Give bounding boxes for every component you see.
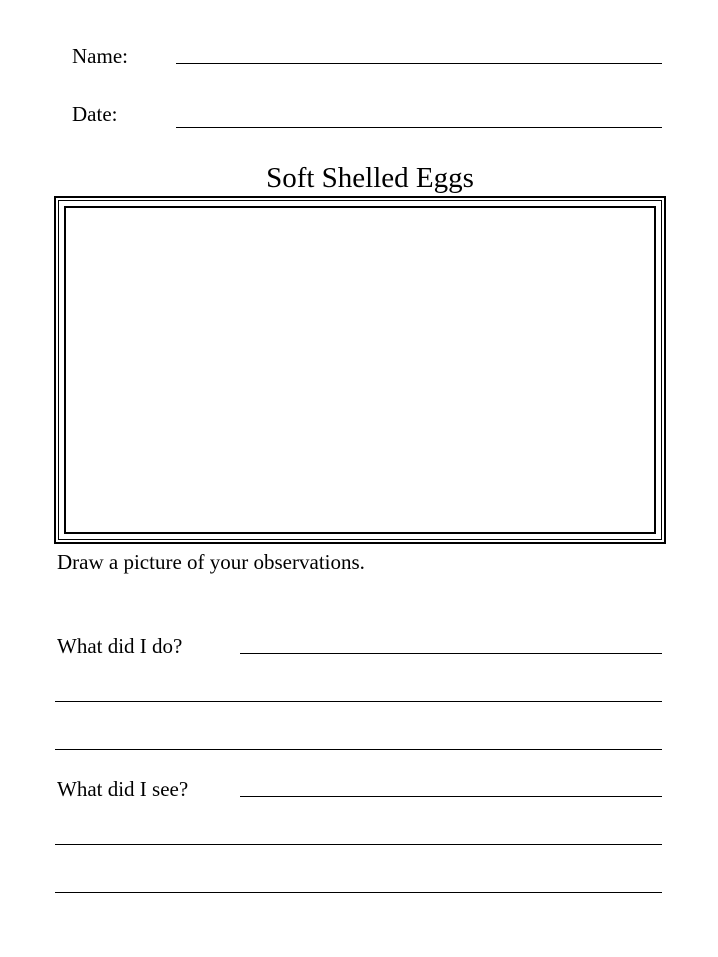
name-line[interactable] <box>176 63 662 64</box>
answer-see-line-1[interactable] <box>240 796 662 797</box>
drawing-instruction: Draw a picture of your observations. <box>57 550 365 574</box>
drawing-area[interactable] <box>64 206 656 534</box>
answer-do-line-2[interactable] <box>55 701 662 702</box>
answer-see-line-2[interactable] <box>55 844 662 845</box>
date-line[interactable] <box>176 127 662 128</box>
answer-do-line-3[interactable] <box>55 749 662 750</box>
drawing-box-border <box>58 200 662 540</box>
question-see-label: What did I see? <box>57 777 189 801</box>
drawing-box[interactable] <box>54 196 666 544</box>
date-label: Date: <box>72 102 118 126</box>
worksheet-title: Soft Shelled Eggs <box>266 162 474 194</box>
answer-see-line-3[interactable] <box>55 892 662 893</box>
question-do-label: What did I do? <box>57 634 183 658</box>
answer-do-line-1[interactable] <box>240 653 662 654</box>
name-label: Name: <box>72 44 128 68</box>
